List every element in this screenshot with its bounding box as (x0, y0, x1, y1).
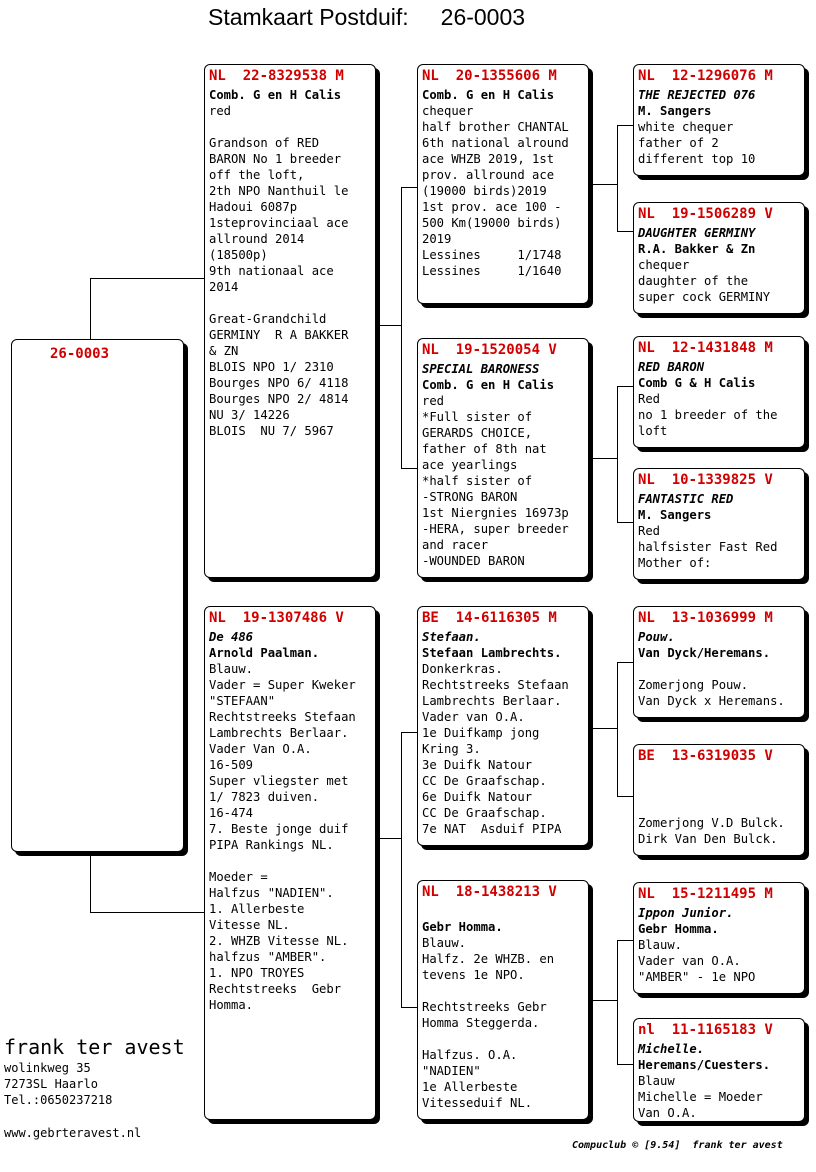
pedigree-line: 1e Duifkamp jong (422, 726, 540, 740)
pedigree-line: Zomerjong Pouw. (638, 678, 749, 692)
pedigree-line: Hadoui 6087p (209, 200, 298, 214)
connector (590, 458, 618, 459)
root-pigeon-card (11, 339, 184, 852)
breeder-name: Comb. G en H Calis (209, 88, 342, 102)
pedigree-line: 2014 (209, 280, 239, 294)
pedigree-line: (19000 birds)2019 (422, 184, 547, 198)
pedigree-line: Vader van O.A. (638, 954, 741, 968)
pedigree-line: *Full sister of (422, 410, 533, 424)
ring-number: NL 10-1339825 V (638, 472, 773, 488)
software-credit: Compuclub © [9.54] frank ter avest (572, 1140, 783, 1151)
ring-number: NL 19-1506289 V (638, 206, 773, 222)
breeder-name: Heremans/Cuesters. (638, 1058, 771, 1072)
pedigree-line: 2. WHZB Vitesse NL. (209, 934, 349, 948)
connector (401, 732, 417, 733)
pedigree-line: Zomerjong V.D Bulck. (638, 816, 785, 830)
pedigree-line: Halfz. 2e WHZB. en (422, 952, 555, 966)
pedigree-line: ace yearlings (422, 458, 518, 472)
pedigree-line: Homma. (209, 998, 254, 1012)
ring-number: BE 14-6116305 M (422, 610, 557, 626)
pedigree-line: 7. Beste jonge duif (209, 822, 349, 836)
pigeon-name: SPECIAL BARONESS (422, 362, 540, 376)
pigeon-name: FANTASTIC RED (638, 492, 734, 506)
connector (617, 796, 633, 797)
pedigree-line: "NADIEN" (422, 1064, 481, 1078)
pedigree-line: half brother CHANTAL (422, 120, 569, 134)
sire-dam-dam-card (633, 468, 805, 580)
ring-number: NL 20-1355606 M (422, 68, 557, 84)
pedigree-line: 1st Niergnies 16973p (422, 506, 569, 520)
pedigree-line: Vader Van O.A. (209, 742, 312, 756)
pedigree-line: 16-474 (209, 806, 254, 820)
pedigree-line (638, 783, 800, 799)
connector (617, 125, 618, 232)
pedigree-line: "STEFAAN" (209, 694, 276, 708)
owner-city: 7273SL Haarlo (4, 1077, 98, 1091)
pedigree-line: CC De Graafschap. (422, 774, 547, 788)
pedigree-line: Vitesse NL. (209, 918, 290, 932)
pedigree-line: different top 10 (638, 152, 756, 166)
pigeon-name: THE REJECTED 076 (638, 88, 756, 102)
pedigree-line: Van O.A. (638, 1106, 697, 1120)
pedigree-line (209, 295, 371, 311)
pedigree-line: halfzus "AMBER". (209, 950, 327, 964)
connector (617, 231, 633, 232)
pedigree-line (422, 1031, 584, 1047)
pigeon-name: Stefaan. (422, 630, 481, 644)
connector (90, 912, 204, 913)
pedigree-line: no 1 breeder of the (638, 408, 778, 422)
pedigree-line: off the loft, (209, 168, 305, 182)
sire-sire-dam-card (633, 202, 805, 314)
pedigree-line: BLOIS NU 7/ 5967 (209, 424, 334, 438)
pedigree-line: 1st prov. ace 100 - (422, 200, 562, 214)
breeder-name: Stefaan Lambrechts. (422, 646, 562, 660)
owner-name: frank ter avest (4, 1035, 185, 1059)
pedigree-line: and racer (422, 538, 489, 552)
connector (617, 940, 618, 1065)
pedigree-line (638, 767, 800, 783)
page-title: Stamkaart Postduif: 26-0003 (208, 4, 526, 30)
connector (617, 522, 633, 523)
pedigree-line: tevens 1e NPO. (422, 968, 525, 982)
pedigree-line: Vader van O.A. (422, 710, 525, 724)
ring-number: NL 12-1431848 M (638, 340, 773, 356)
pedigree-line: Homma Steggerda. (422, 1016, 540, 1030)
breeder-name: Arnold Paalman. (209, 646, 320, 660)
pedigree-line: Blauw. (209, 662, 254, 676)
pedigree-line: Great-Grandchild (209, 312, 327, 326)
pedigree-line: & ZN (209, 344, 239, 358)
pedigree-line: 2019 (422, 232, 452, 246)
pedigree-line: Blauw. (422, 936, 467, 950)
pedigree-line: BARON No 1 breeder (209, 152, 342, 166)
pedigree-line: 6th national alround (422, 136, 569, 150)
pedigree-line: Lambrechts Berlaar. (209, 726, 349, 740)
pigeon-name: Michelle. (638, 1042, 705, 1056)
pedigree-line: Lessines 1/1640 (422, 264, 562, 278)
connector (590, 1000, 618, 1001)
pigeon-name: DAUGHTER GERMINY (638, 226, 756, 240)
pedigree-line: -WOUNDED BARON (422, 554, 525, 568)
pedigree-line: Mother of: (638, 556, 712, 570)
ring-number: NL 18-1438213 V (422, 884, 557, 900)
pedigree-line: Rechtstreeks Gebr (422, 1000, 547, 1014)
connector (590, 184, 618, 185)
pedigree-line: Red (638, 524, 661, 538)
ring-number: NL 15-1211495 M (638, 886, 773, 902)
pedigree-line: -STRONG BARON (422, 490, 518, 504)
pedigree-line: red (209, 104, 232, 118)
pedigree-line: "AMBER" - 1e NPO (638, 970, 756, 984)
pedigree-line: chequer (422, 104, 474, 118)
pedigree-line: Bourges NPO 6/ 4118 (209, 376, 349, 390)
pedigree-line: 500 Km(19000 birds) (422, 216, 562, 230)
pedigree-line: father of 8th nat (422, 442, 547, 456)
ring-number: NL 12-1296076 M (638, 68, 773, 84)
pigeon-name: RED BARON (638, 360, 705, 374)
connector (401, 732, 402, 1007)
pedigree-line: *half sister of (422, 474, 533, 488)
connector (617, 386, 633, 387)
pedigree-line: CC De Graafschap. (422, 806, 547, 820)
pedigree-line: Halfzus. O.A. (422, 1048, 518, 1062)
pedigree-line: Halfzus "NADIEN". (209, 886, 334, 900)
connector (617, 1064, 633, 1065)
connector (378, 325, 402, 326)
breeder-name: Comb. G en H Calis (422, 88, 555, 102)
pedigree-line: GERARDS CHOICE, (422, 426, 533, 440)
pigeon-name: Pouw. (638, 630, 675, 644)
ring-number: NL 13-1036999 M (638, 610, 773, 626)
pedigree-line (422, 983, 584, 999)
connector (617, 125, 633, 126)
sire-sire-card (417, 64, 589, 304)
dam-sire-sire-card (633, 606, 805, 718)
ring-number: nl 11-1165183 V (638, 1022, 773, 1038)
dam-dam-sire-card (633, 882, 805, 994)
ring-number: BE 13-6319035 V (638, 748, 773, 764)
breeder-name: Van Dyck/Heremans. (638, 646, 771, 660)
pedigree-line: GERMINY R A BAKKER (209, 328, 349, 342)
pedigree-line: Van Dyck x Heremans. (638, 694, 785, 708)
pedigree-line (422, 903, 584, 919)
pedigree-line: 1steprovinciaal ace (209, 216, 349, 230)
pedigree-line (638, 661, 800, 677)
connector (617, 662, 633, 663)
pedigree-line (209, 119, 371, 135)
pedigree-line: Blauw. (638, 938, 683, 952)
connector (90, 278, 91, 340)
breeder-name: Gebr Homma. (422, 920, 503, 934)
ring-number: NL 19-1520054 V (422, 342, 557, 358)
pedigree-line: Bourges NPO 2/ 4814 (209, 392, 349, 406)
pedigree-line: Super vliegster met (209, 774, 349, 788)
owner-phone: Tel.:0650237218 (4, 1093, 113, 1107)
connector (401, 468, 417, 469)
ring-number: NL 22-8329538 M (209, 68, 344, 84)
owner-street: wolinkweg 35 (4, 1061, 91, 1075)
website-link[interactable]: www.gebrteravest.nl (4, 1126, 142, 1140)
ring-number: NL 19-1307486 V (209, 610, 344, 626)
pedigree-line: Rechtstreeks Stefaan (422, 678, 569, 692)
pedigree-line: 3e Duifk Natour (422, 758, 533, 772)
connector (617, 940, 633, 941)
breeder-name: R.A. Bakker & Zn (638, 242, 756, 256)
connector (90, 278, 204, 279)
dam-sire-dam-card (633, 744, 805, 856)
breeder-name: M. Sangers (638, 104, 712, 118)
pedigree-line: prov. allround ace (422, 168, 555, 182)
dam-card (204, 606, 376, 1120)
pedigree-line: 1. Allerbeste (209, 902, 305, 916)
connector (401, 187, 417, 188)
dam-dam-dam-card (633, 1018, 805, 1122)
pedigree-line: father of 2 (638, 136, 719, 150)
sire-dam-card (417, 338, 589, 578)
dam-sire-card (417, 606, 589, 846)
connector (590, 728, 618, 729)
pedigree-line: daughter of the (638, 274, 749, 288)
root-ring-number: 26-0003 (50, 346, 110, 362)
pedigree-line: Red (638, 392, 661, 406)
pedigree-line: 1. NPO TROYES (209, 966, 305, 980)
pedigree-line: chequer (638, 258, 690, 272)
connector (90, 852, 91, 912)
pedigree-line: 1e Allerbeste (422, 1080, 518, 1094)
pedigree-line: Rechtstreeks Stefaan (209, 710, 356, 724)
sire-sire-sire-card (633, 64, 805, 176)
breeder-name: Comb. G en H Calis (422, 378, 555, 392)
breeder-name: M. Sangers (638, 508, 712, 522)
pedigree-line: halfsister Fast Red (638, 540, 778, 554)
pedigree-line: (18500p) (209, 248, 268, 262)
pedigree-line: Vitesseduif NL. (422, 1096, 533, 1110)
pedigree-line: Donkerkras. (422, 662, 503, 676)
pedigree-line: 1/ 7823 duiven. (209, 790, 320, 804)
pigeon-name: De 486 (209, 630, 254, 644)
connector (378, 838, 402, 839)
pedigree-line: Rechtstreeks Gebr (209, 982, 342, 996)
pedigree-line: 7e NAT Asduif PIPA (422, 822, 562, 836)
pedigree-line: allround 2014 (209, 232, 305, 246)
pedigree-line: 2th NPO Nanthuil le (209, 184, 349, 198)
pedigree-line (638, 799, 800, 815)
sire-card (204, 64, 376, 578)
breeder-name: Comb G & H Calis (638, 376, 756, 390)
connector (401, 1007, 417, 1008)
pedigree-line: 16-509 (209, 758, 254, 772)
pedigree-line: Blauw (638, 1074, 675, 1088)
pedigree-line: white chequer (638, 120, 734, 134)
pedigree-line: Lessines 1/1748 (422, 248, 562, 262)
pedigree-line: loft (638, 424, 668, 438)
pigeon-name: Ippon Junior. (638, 906, 734, 920)
pedigree-line: BLOIS NPO 1/ 2310 (209, 360, 334, 374)
pedigree-line: Dirk Van Den Bulck. (638, 832, 778, 846)
sire-dam-sire-card (633, 336, 805, 448)
connector (617, 386, 618, 523)
pedigree-line: ace WHZB 2019, 1st (422, 152, 555, 166)
pedigree-line: 9th nationaal ace (209, 264, 334, 278)
pedigree-line (209, 853, 371, 869)
pedigree-line: red (422, 394, 445, 408)
connector (617, 662, 618, 797)
connector (401, 187, 402, 468)
pedigree-line: Vader = Super Kweker (209, 678, 356, 692)
dam-dam-card (417, 880, 589, 1120)
pedigree-line: PIPA Rankings NL. (209, 838, 334, 852)
pedigree-line: 6e Duifk Natour (422, 790, 533, 804)
pedigree-line: super cock GERMINY (638, 290, 771, 304)
pedigree-line: Lambrechts Berlaar. (422, 694, 562, 708)
pedigree-line: Grandson of RED (209, 136, 320, 150)
pedigree-line: Moeder = (209, 870, 268, 884)
breeder-name: Gebr Homma. (638, 922, 719, 936)
pedigree-line: NU 3/ 14226 (209, 408, 290, 422)
pedigree-line: Kring 3. (422, 742, 481, 756)
pedigree-line: -HERA, super breeder (422, 522, 569, 536)
pedigree-line: Michelle = Moeder (638, 1090, 763, 1104)
